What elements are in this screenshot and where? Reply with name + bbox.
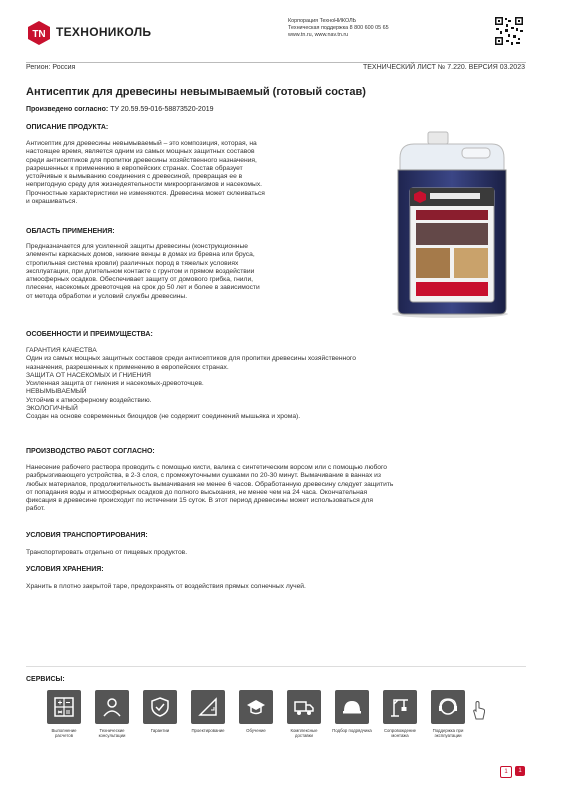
produced-value: ТУ 20.59.59-016-58873520-2019 bbox=[110, 106, 214, 113]
service-item[interactable] bbox=[188, 690, 228, 733]
features-list bbox=[26, 347, 526, 422]
graduation-icon bbox=[239, 690, 273, 724]
text-line: Антисептик для древесины невымываемый – это композиция, которая, на bbox=[26, 140, 257, 147]
feature-title: ЗАЩИТА ОТ НАСЕКОМЫХ И ГНИЕНИЯ bbox=[26, 371, 152, 379]
service-item[interactable] bbox=[236, 690, 276, 733]
qr-code-icon bbox=[494, 16, 524, 46]
total-pages: 1 bbox=[515, 766, 525, 776]
transport-heading: УСЛОВИЯ ТРАНСПОРТИРОВАНИЯ: bbox=[26, 532, 148, 539]
text-line: непригодную среду для жизнедеятельности микроорганизмов и насекомых. bbox=[26, 181, 263, 189]
brand-name: ТЕХНОНИКОЛЬ bbox=[56, 25, 152, 39]
text-line: стропильная система кровли) различных пород в тяжелых условиях bbox=[26, 259, 239, 267]
storage-text: Хранить в плотно закрытой таре, предохранять от воздействия прямых солнечных лучей. bbox=[26, 583, 306, 590]
svg-text:TN: TN bbox=[32, 29, 46, 40]
service-label: Гарантии bbox=[150, 728, 170, 733]
service-item[interactable] bbox=[44, 690, 84, 738]
text-line: элементы каркасных домов, нижние венцы в домах из бревна или бруса, bbox=[26, 251, 255, 259]
work-text bbox=[26, 464, 526, 514]
current-page: 1 bbox=[500, 766, 512, 778]
features-heading: ОСОБЕННОСТИ И ПРЕИМУЩЕСТВА: bbox=[26, 331, 153, 338]
text-line: настоящее время, является одним из самых мощных защитных составов bbox=[26, 148, 255, 156]
text-line: и окрашиваться. bbox=[26, 198, 78, 206]
support-icon bbox=[431, 690, 465, 724]
service-item[interactable] bbox=[284, 690, 324, 738]
service-label: Комплексные доставки bbox=[290, 728, 318, 739]
feature-text: Один из самых мощных защитных составов среди антисептиков для пропитки древесины хозяйственного bbox=[26, 355, 356, 363]
work-heading: ПРОИЗВОДСТВО РАБОТ СОГЛАСНО: bbox=[26, 448, 155, 455]
text-line: Нанесение рабочего раствора проводить с помощью кисти, валика с синтетическим ворсом или с помощью любого bbox=[26, 464, 388, 471]
feature-title: ГАРАНТИЯ КАЧЕСТВА bbox=[26, 347, 97, 354]
transport-text: Транспортировать отдельно от пищевых продуктов. bbox=[26, 549, 188, 556]
helmet-icon bbox=[335, 690, 369, 724]
service-label: Сопровождение монтажа bbox=[383, 728, 417, 739]
region-label: Регион: Россия bbox=[26, 64, 76, 71]
shield-icon bbox=[143, 690, 177, 724]
produced-according bbox=[26, 106, 214, 113]
service-item[interactable] bbox=[380, 690, 420, 738]
page-title: Антисептик для древесины невымываемый (готовый состав) bbox=[26, 86, 366, 98]
description-heading: ОПИСАНИЕ ПРОДУКТА: bbox=[26, 124, 109, 131]
text-line: устойчивые к вымыванию соединения с древесиной, превращая ее в bbox=[26, 173, 243, 181]
hand-pointer-icon bbox=[470, 700, 488, 720]
service-label: Подбор подрядчика bbox=[332, 728, 372, 733]
corp-line: www.tn.ru, www.nav.tn.ru bbox=[288, 31, 349, 38]
crane-icon bbox=[383, 690, 417, 724]
corp-contacts bbox=[288, 18, 389, 38]
feature-title: НЕВЫМЫВАЕМЫЙ bbox=[26, 388, 87, 396]
ruler-icon bbox=[191, 690, 225, 724]
area-text bbox=[26, 243, 371, 301]
area-heading: ОБЛАСТЬ ПРИМЕНЕНИЯ: bbox=[26, 228, 115, 235]
produced-label: Произведено согласно: bbox=[26, 106, 109, 113]
footer-divider bbox=[26, 666, 526, 667]
feature-text: Устойчив к атмосферному воздействию. bbox=[26, 396, 152, 404]
service-item[interactable] bbox=[428, 690, 468, 738]
text-line: фиксация в древесине происходит по истечении 15 суток. В этот период древесины может использоваться для bbox=[26, 497, 374, 505]
text-line: любых материалов, продолжительность вымачивания не менее 6 часов. Обработанную древесину следует защитить bbox=[26, 480, 394, 488]
service-label: Выполнение расчетов bbox=[51, 728, 77, 739]
text-line: разбрызгивающего устройства, в 2-3 слоя, с промежуточными сушками по 20-30 минут. Вымачивание в ваннах из bbox=[26, 472, 381, 480]
truck-icon bbox=[287, 690, 321, 724]
calculator-icon bbox=[47, 690, 81, 724]
text-line: среди антисептиков для пропитки древесины хозяйственного назначения, bbox=[26, 156, 257, 164]
text-line: атмосферных осадков. Обеспечивает защиту от домового грибка, гнили, bbox=[26, 276, 254, 284]
service-label: Проектирование bbox=[191, 728, 225, 733]
tech-sheet-number: ТЕХНИЧЕСКИЙ ЛИСТ № 7.220. ВЕРСИЯ 03.2023 bbox=[362, 64, 525, 71]
product-canister-image bbox=[380, 130, 520, 320]
text-line: работ. bbox=[26, 505, 46, 513]
service-item[interactable] bbox=[332, 690, 372, 733]
service-item[interactable] bbox=[140, 690, 180, 733]
service-label: Поддержка при эксплуатации bbox=[432, 728, 464, 739]
service-item[interactable] bbox=[92, 690, 132, 738]
feature-text: назначения, разрешенных к применению в европейских странах. bbox=[26, 363, 229, 371]
brand-logo-icon bbox=[26, 20, 52, 46]
page-indicator bbox=[500, 766, 525, 778]
description-text bbox=[26, 140, 371, 206]
corp-line: Корпорация ТехноНИКОЛЬ bbox=[288, 18, 357, 24]
text-line: от попадания воды и атмосферных осадков до полного высыхания, не менее чем на 24 часа. Окончательная bbox=[26, 488, 368, 496]
text-line: Предназначается для усиленной защиты древесины (конструкционные bbox=[26, 243, 249, 250]
text-line: эксплуатации, при длительном контакте с грунтом и прямом воздействии bbox=[26, 267, 255, 275]
services-heading: СЕРВИСЫ: bbox=[26, 676, 65, 683]
consultant-icon bbox=[95, 690, 129, 724]
feature-text: Усиленная защита от гниения и насекомых-древоточцев. bbox=[26, 380, 204, 388]
text-line: от метода обработки и условий службы древесины. bbox=[26, 292, 188, 300]
text-line: плесени, насекомых древоточцев на срок до 50 лет и более в зависимости bbox=[26, 284, 260, 292]
text-line: разрешенных к применению в европейских странах. Состав образует bbox=[26, 164, 243, 172]
corp-line: Техническая поддержка 8 800 600 05 65 bbox=[288, 24, 389, 31]
feature-title: ЭКОЛОГИЧНЫЙ bbox=[26, 405, 78, 413]
header-divider bbox=[26, 62, 526, 63]
service-label: Технические консультации bbox=[98, 728, 126, 739]
feature-text: Создан на основе современных биоцидов (не содержит соединений мышьяка и хрома). bbox=[26, 413, 301, 421]
service-label: Обучение bbox=[246, 728, 266, 733]
text-line: Прочностные характеристики не изменяются. Древесина может склеиваться bbox=[26, 189, 265, 197]
storage-heading: УСЛОВИЯ ХРАНЕНИЯ: bbox=[26, 566, 104, 573]
